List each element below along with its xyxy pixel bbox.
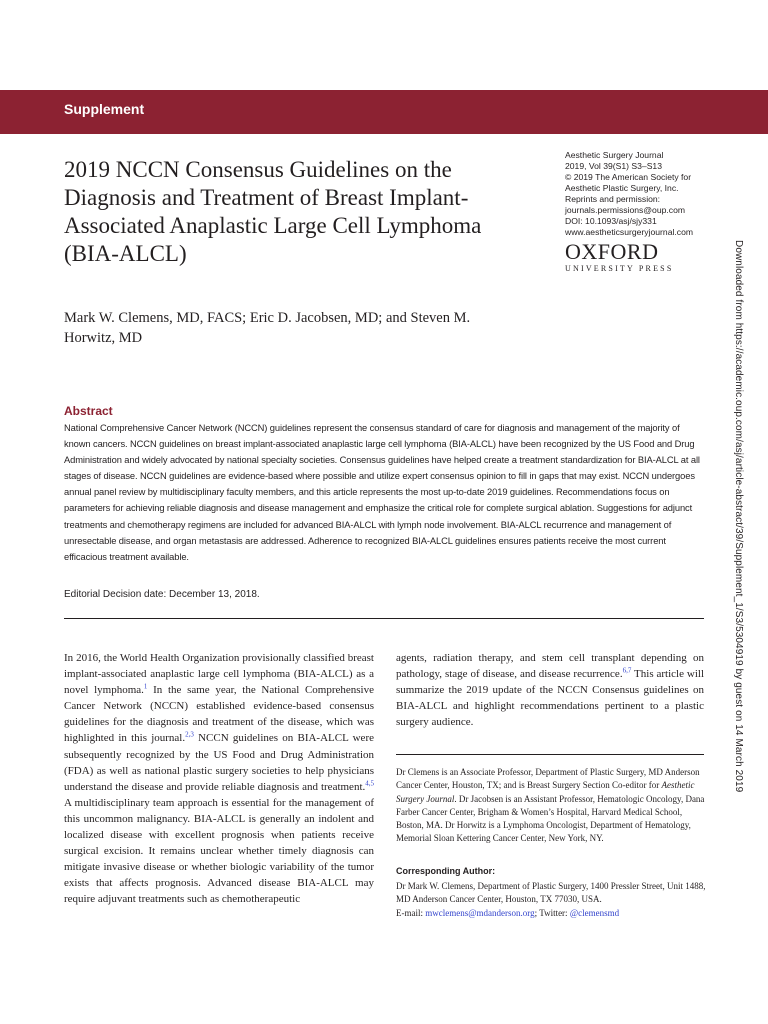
permissions-email[interactable]: journals.permissions@oup.com — [565, 205, 686, 215]
twitter-link[interactable]: @clemensmd — [569, 907, 620, 918]
body-column-left — [64, 650, 374, 908]
body-text: In the same year, the National Comprehensive Cancer Network (NCCN) established evidence-based consensus guidelines for the diagnosis and treatment of the disease, which was highlighted in this journal. — [64, 684, 374, 745]
journal-info — [565, 150, 750, 238]
citation-link[interactable]: 1 — [143, 682, 148, 691]
body-text: A multidisciplinary team approach is essential for the management of this uncommon malignancy. BIA-ALCL is generally an indolent and localized disease with excellent prognosis when patients receive surgical excision. It remains unclear whether timely diagnosis can mitigate invasive disease or whether biologic variability of the tumor exists that affects prognosis. Advanced disease BIA-ALCL may require adjuvant treatments such as chemotherapeutic — [64, 796, 374, 906]
download-notice: Downloaded from https://academic.oup.com/asj/article-abstract/39/Supplement_1/S3/5304919 by guest on 14 March 2019 — [733, 240, 744, 793]
publisher-subtitle: UNIVERSITY PRESS — [565, 264, 674, 273]
affiliation-text: . Dr Jacobsen is an Assistant Professor, Hematologic Oncology, Dana Farber Cancer Center, Brigham & Women’s Hospital, Harvard Medical School, Boston, MA. Dr Horwitz is a Lymphoma Oncologist, Department of Hematology, Memorial Sloan Kettering Cancer Center, New York, NY. — [396, 793, 705, 844]
corresponding-address: Dr Mark W. Clemens, Department of Plastic Surgery, 1400 Pressler Street, Unit 1488, MD Anderson Cancer Center, Houston, TX 77030, USA. — [396, 881, 706, 905]
corresponding-author-details — [396, 880, 706, 920]
journal-name: Aesthetic Surgery Journal — [565, 150, 664, 160]
citation-link[interactable]: 6,7 — [622, 666, 632, 675]
twitter-label: ; Twitter: — [534, 907, 570, 918]
corresponding-author-heading: Corresponding Author: — [396, 866, 496, 876]
copyright-line-2: Aesthetic Plastic Surgery, Inc. — [565, 183, 679, 193]
supplement-banner — [0, 90, 768, 134]
affiliation-text: Dr Clemens is an Associate Professor, Department of Plastic Surgery, MD Anderson Cancer Center, Houston, TX; and is Breast Surgery Section Co-editor for — [396, 767, 700, 791]
divider — [396, 754, 704, 755]
oxford-university-press-logo — [565, 240, 673, 274]
body-text: This article will summarize the 2019 update of the NCCN Consensus guidelines on BIA-ALCL and highlight recommendations pertinent to a plastic surgery audience. — [396, 668, 705, 729]
reprints-label: Reprints and permission: — [565, 194, 661, 204]
journal-website[interactable]: www.aestheticsurgeryjournal.com — [565, 227, 694, 237]
section-label: Supplement — [64, 101, 145, 117]
body-text: NCCN guidelines on BIA-ALCL were subsequently recognized by the US Food and Drug Administration (FDA) as well as national plastic surgery societies to help physicians understand the disease and provide reliable diagnosis and treatment. — [64, 732, 374, 793]
journal-title-italic: Aesthetic Surgery Journal — [396, 780, 695, 804]
citation-link[interactable]: 2,3 — [185, 730, 194, 739]
publisher-name: OXFORD — [565, 239, 659, 264]
citation-link[interactable]: 4,5 — [365, 779, 374, 788]
author-affiliations — [396, 766, 706, 846]
email-label: E-mail: — [396, 907, 426, 918]
journal-volume: 2019, Vol 39(S1) S3–S13 — [565, 161, 662, 171]
download-watermark — [733, 240, 756, 820]
abstract-text: National Comprehensive Cancer Network (NCCN) guidelines represent the consensus standard of care for diagnosis and management of the majority of known cancers. NCCN guidelines on breast implant-associated anaplastic large cell lymphoma (BIA-ALCL) have been recognized by the US Food and Drug Administration and widely advocated by national specialty societies. Consensus guidelines have helped create a treatment standardization for BIA-ALCL at all stages of disease. NCCN guidelines are evidence-based where possible and utilize expert consensus opinion to fill in gaps that may exist. NCCN undergoes annual panel review by multidisciplinary faculty members, and this article represents the most up-to-date 2019 guidelines. Recommendations focus on parameters for achieving reliable diagnosis and disease management and emphasize the critical role for complete surgical ablation. Suggestions for adjunct treatments and chemotherapy regimens are included for advanced BIA-ALCL with lymph node involvement. BIA-ALCL recurrence and management of unresectable disease, and organ metastasis are addressed. Adherence to recognized BIA-ALCL guidelines ensures patients receive the most current efficacious treatment available. — [64, 423, 700, 562]
divider — [64, 618, 704, 619]
body-column-right — [396, 650, 704, 730]
body-text: In 2016, the World Health Organization provisionally classified breast implant-associated anaplastic large cell lymphoma (BIA-ALCL) as a novel lymphoma. — [64, 652, 374, 697]
abstract-heading: Abstract — [64, 404, 113, 418]
article-title: 2019 NCCN Consensus Guidelines on the Diagnosis and Treatment of Breast Implant-Associated Anaplastic Large Cell Lymphoma (BIA-ALCL) — [64, 157, 482, 266]
email-link[interactable]: mwclemens@mdanderson.org — [425, 907, 535, 918]
editorial-decision-date: Editorial Decision date: December 13, 2018. — [64, 589, 260, 600]
body-text: agents, radiation therapy, and stem cell transplant depending on pathology, stage of disease, and disease recurrence. — [396, 652, 704, 681]
copyright-line-1: © 2019 The American Society for — [565, 172, 692, 182]
doi[interactable]: DOI: 10.1093/asj/sjy331 — [565, 216, 657, 226]
author-list: Mark W. Clemens, MD, FACS; Eric D. Jacobsen, MD; and Steven M. Horwitz, MD — [64, 310, 471, 346]
